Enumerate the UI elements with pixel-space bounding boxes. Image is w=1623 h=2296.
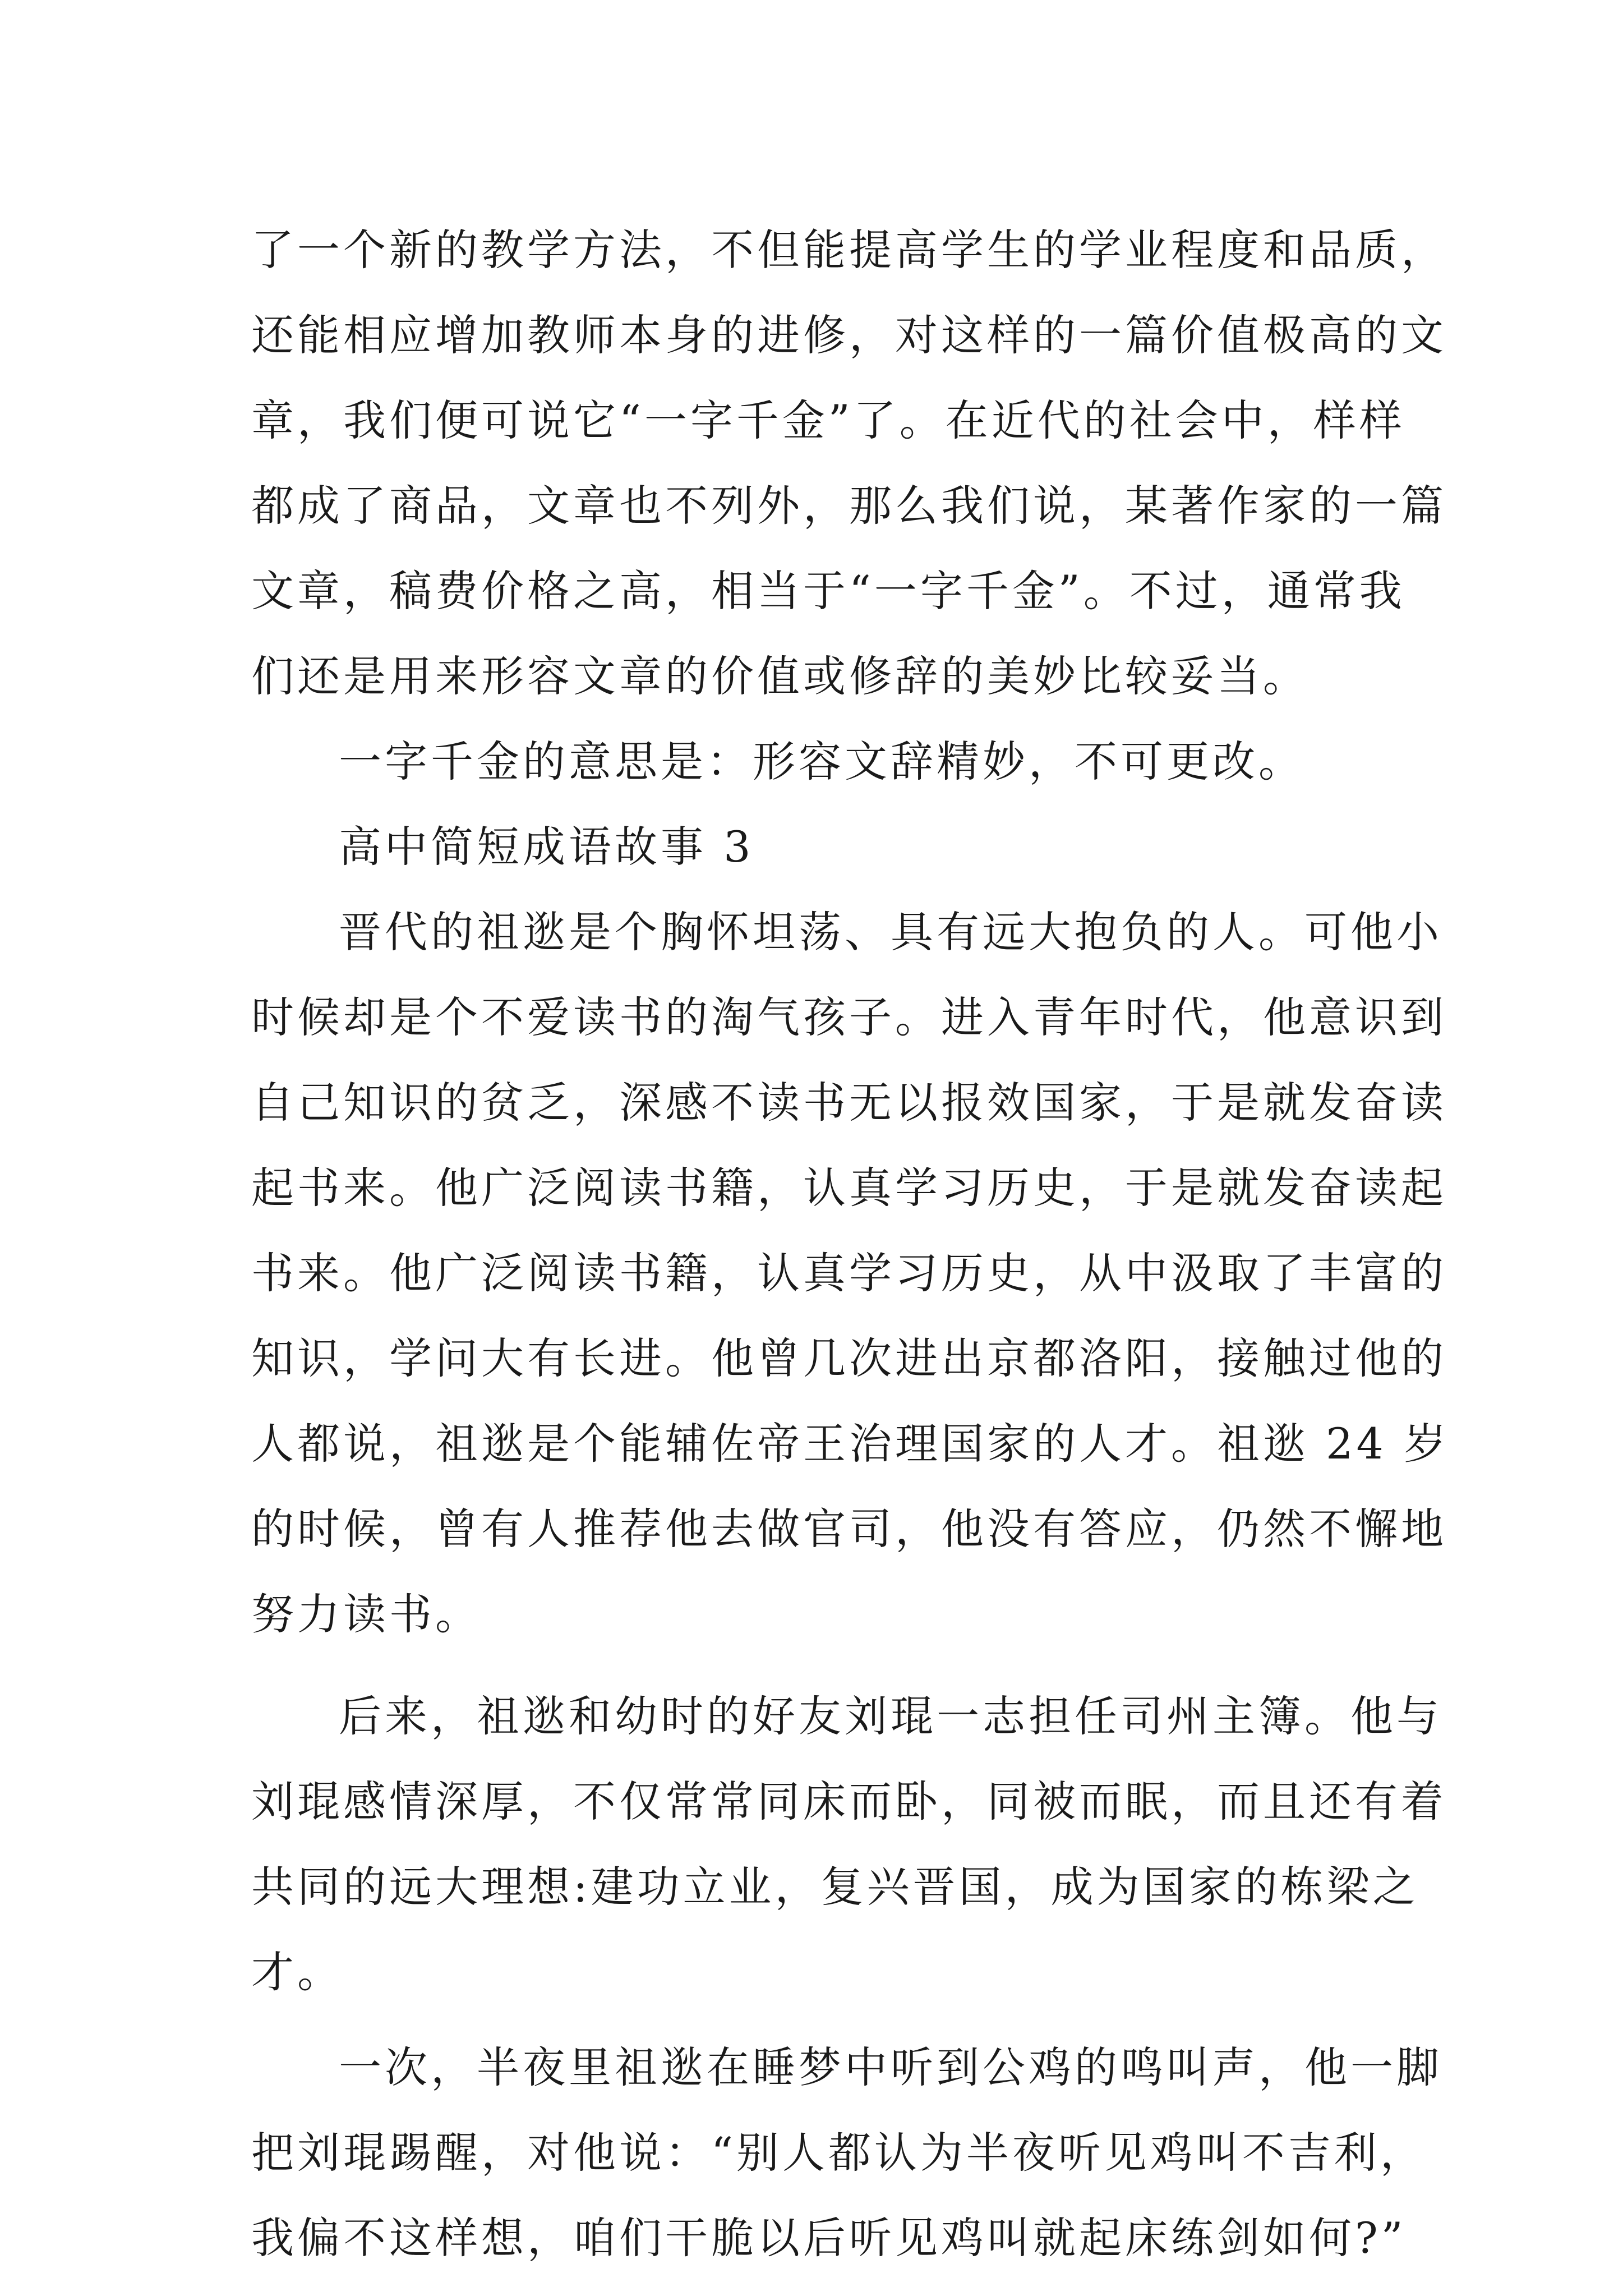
text-line: 了一个新的教学方法，不但能提高学生的学业程度和品质，: [251, 225, 1447, 275]
meaning-paragraph: [251, 719, 1384, 804]
text-line: 自己知识的贫乏，深感不读书无以报效国家，于是就发奋读: [251, 1078, 1447, 1128]
story-paragraph-1: [251, 890, 1450, 1657]
text-line: 一次，半夜里祖逖在睡梦中听到公鸡的鸣叫声，他一脚: [339, 2042, 1442, 2092]
text-line: 还能相应增加教师本身的进修，对这样的一篇价值极高的文: [251, 310, 1447, 360]
text-line: 一字千金的意思是：形容文辞精妙，不可更改。: [339, 737, 1304, 786]
text-line: 共同的远大理想:建功立业，复兴晋国，成为国家的栋梁之: [251, 1862, 1419, 1912]
text-line: 晋代的祖逖是个胸怀坦荡、具有远大抱负的人。可他小: [339, 907, 1442, 957]
paragraph-continued: [251, 208, 1447, 719]
text-line: 书来。他广泛阅读书籍，认真学习历史，从中汲取了丰富的: [251, 1248, 1447, 1298]
text-line: 们还是用来形容文章的价值或修辞的美妙比较妥当。: [251, 651, 1309, 701]
story-paragraph-3: [251, 2025, 1442, 2281]
text-line: 才。: [251, 1947, 343, 1997]
text-line: 人都说，祖逖是个能辅佐帝王治理国家的人才。祖逖 24 岁: [251, 1419, 1450, 1469]
text-line: 把刘琨踢醒，对他说：“别人都认为半夜听见鸡叫不吉利，: [251, 2128, 1426, 2178]
heading-text: 高中简短成语故事 3: [339, 822, 754, 872]
text-line: 知识，学问大有长进。他曾几次进出京都洛阳，接触过他的: [251, 1333, 1447, 1383]
text-line: 我偏不这样想，咱们干脆以后听见鸡叫就起床练剑如何?”: [251, 2213, 1407, 2263]
text-line: 章，我们便可说它“一字千金”了。在近代的社会中，样样: [251, 395, 1405, 445]
text-line: 后来，祖逖和幼时的好友刘琨一志担任司州主簿。他与: [339, 1691, 1442, 1741]
text-line: 的时候，曾有人推荐他去做官司，他没有答应，仍然不懈地: [251, 1504, 1447, 1554]
text-line: 文章，稿费价格之高，相当于“一字千金”。不过，通常我: [251, 566, 1405, 616]
text-line: 起书来。他广泛阅读书籍，认真学习历史，于是就发奋读起: [251, 1163, 1447, 1213]
story-heading: [251, 804, 1384, 890]
text-line: 刘琨感情深厚，不仅常常同床而卧，同被而眠，而且还有着: [251, 1777, 1447, 1826]
text-line: 时候却是个不爱读书的淘气孩子。进入青年时代，他意识到: [251, 992, 1447, 1042]
story-paragraph-2: [251, 1674, 1447, 2015]
text-line: 努力读书。: [251, 1589, 481, 1639]
text-line: 都成了商品，文章也不列外，那么我们说，某著作家的一篇: [251, 481, 1447, 531]
